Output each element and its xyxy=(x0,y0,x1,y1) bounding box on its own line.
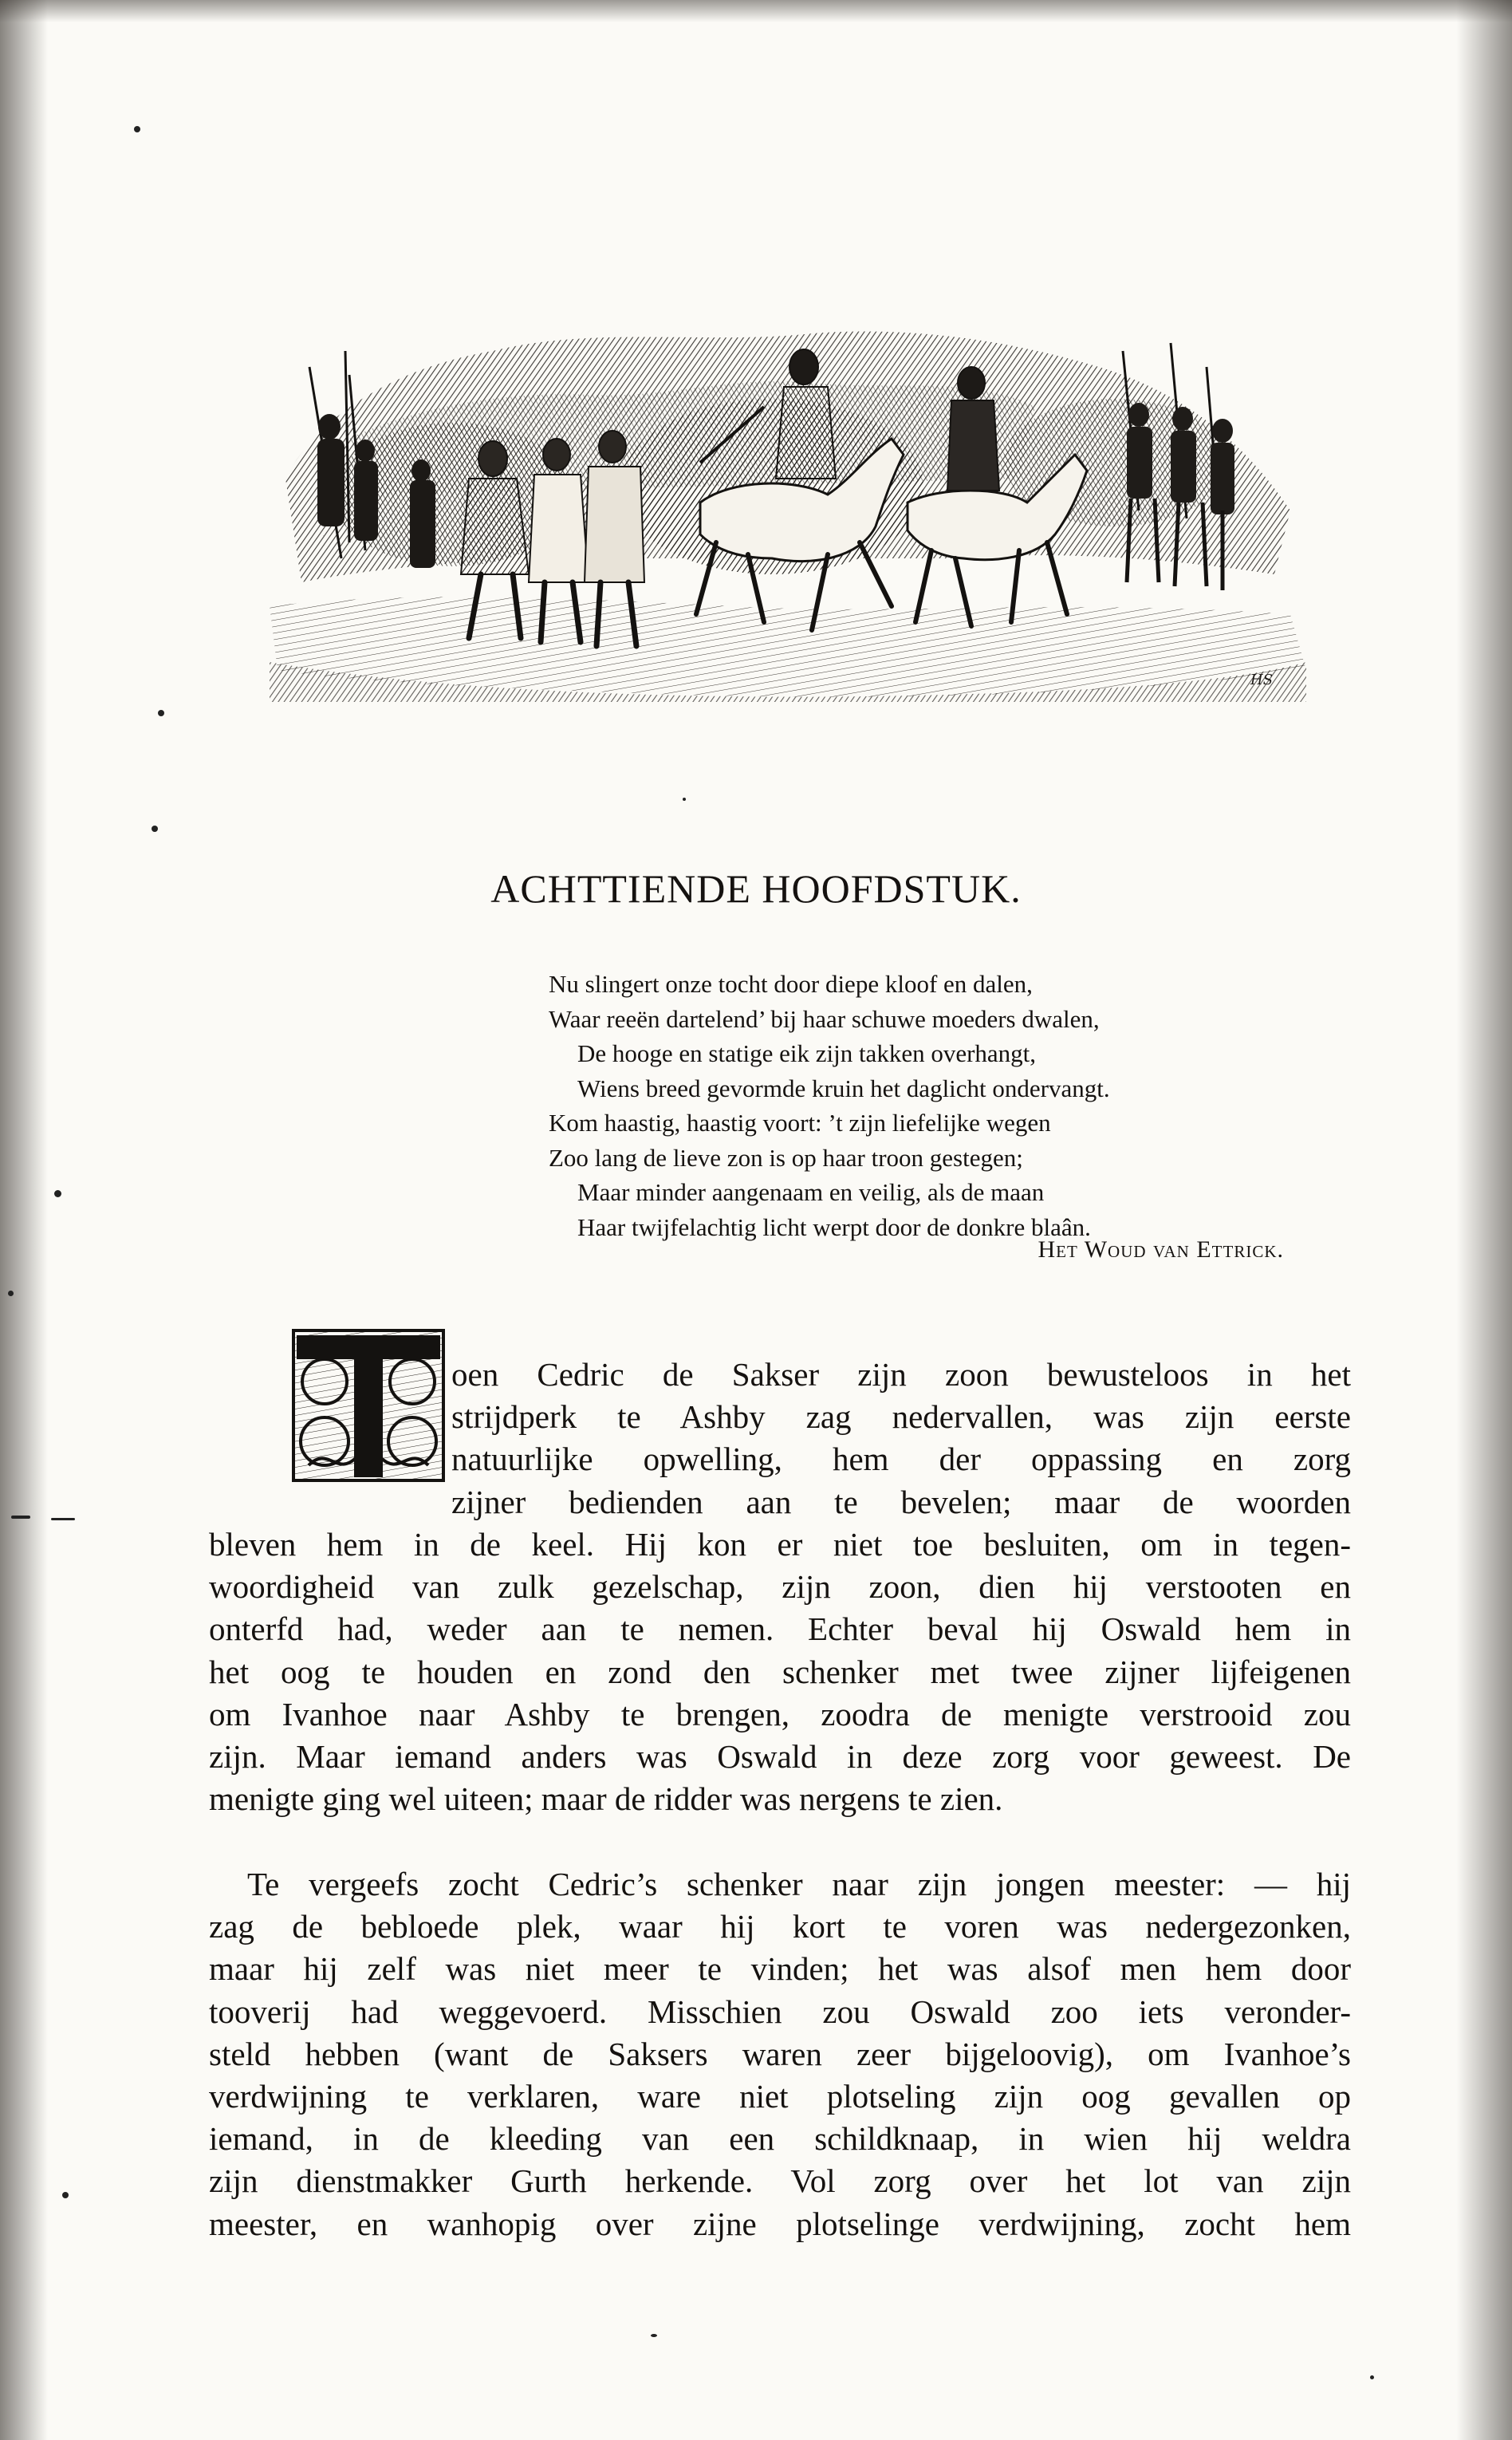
paragraph-2 xyxy=(209,1863,1351,2245)
text-line: bleven hem in de keel. Hij kon er niet toe besluiten, om in tegen- xyxy=(209,1526,1351,1563)
poem-line: Nu slingert onze tocht door diepe kloof en dalen, xyxy=(549,970,1033,998)
text-line: zijn. Maar iemand anders was Oswald in deze zorg voor geweest. De xyxy=(209,1738,1351,1776)
ink-speck xyxy=(51,1518,75,1520)
poem-line: Haar twijfelachtig licht werpt door de donkre blaân. xyxy=(577,1212,1091,1241)
scan-edge-left xyxy=(0,0,48,2440)
text-line: het oog te houden en zond den schenker met twee zijner lijfeigenen xyxy=(209,1653,1351,1690)
scan-edge-right xyxy=(1456,0,1512,2440)
ink-speck xyxy=(683,798,686,801)
text-line: tooverij had weggevoerd. Misschien zou Oswald zoo iets veronder- xyxy=(209,1993,1351,2030)
poem-line: Waar reeën dartelend’ bij haar schuwe moeders dwalen, xyxy=(549,1004,1100,1033)
poem-line: Zoo lang de lieve zon is op haar troon gestegen; xyxy=(549,1143,1023,1172)
text-line: steld hebben (want de Saksers waren zeer bijgeloovig), om Ivanhoe’s xyxy=(209,2035,1351,2072)
paragraph-1-continuation xyxy=(209,1524,1351,1820)
text-line: woordigheid van zulk gezelschap, zijn zoon, dien hij verstooten en xyxy=(209,1568,1351,1606)
text-line: zijner bedienden aan te bevelen; maar de woorden xyxy=(451,1483,1351,1520)
poem-line: Kom haastig, haastig voort: ’t zijn liefelijke wegen xyxy=(549,1109,1051,1137)
paragraph-1-opening xyxy=(451,1354,1351,1524)
text-line: maar hij zelf was niet meer te vinden; het was alsof men hem door xyxy=(209,1950,1351,1988)
epigraph-attribution: Het Woud van Ettrick. xyxy=(1038,1236,1284,1263)
ink-speck xyxy=(651,2334,657,2337)
text-line: verdwijning te verklaren, ware niet plotseling zijn oog gevallen op xyxy=(209,2078,1351,2115)
ink-speck xyxy=(11,1516,30,1519)
text-line: iemand, in de kleeding van een schildknaap, in wien hij weldra xyxy=(209,2120,1351,2158)
ink-speck xyxy=(8,1291,14,1296)
poem-line: Wiens breed gevormde kruin het daglicht ondervangt. xyxy=(577,1074,1110,1102)
text-line: Te vergeefs zocht Cedric’s schenker naar zijn jongen meester: — hij xyxy=(247,1866,1351,1902)
text-line: zijn dienstmakker Gurth herkende. Vol zorg over het lot van zijn xyxy=(209,2162,1351,2200)
illustrator-signature: HS xyxy=(1250,672,1274,688)
text-line: onterfd had, weder aan te nemen. Echter beval hij Oswald hem in xyxy=(209,1610,1351,1648)
ink-speck xyxy=(62,2192,69,2198)
text-line: zag de bebloede plek, waar hij kort te voren was nedergezonken, xyxy=(209,1908,1351,1945)
text-line: om Ivanhoe naar Ashby te brengen, zoodra de menigte verstrooid zou xyxy=(209,1695,1351,1732)
epigraph-poem xyxy=(549,967,1330,1244)
ink-speck xyxy=(152,826,158,832)
ink-speck xyxy=(134,126,140,132)
text-line: natuurlijke opwelling, hem der oppassing en zorg xyxy=(451,1441,1351,1478)
poem-line: De hooge en statige eik zijn takken overhangt, xyxy=(577,1039,1037,1067)
text-line: strijdperk te Ashby zag nedervallen, was zijn eerste xyxy=(451,1398,1351,1436)
text-line: oen Cedric de Sakser zijn zoon bewusteloos in het xyxy=(451,1356,1351,1393)
poem-line: Maar minder aangenaam en veilig, als de maan xyxy=(577,1178,1045,1206)
dropcap-letter: T xyxy=(368,1353,369,1354)
scan-edge-top xyxy=(0,0,1512,22)
ink-speck xyxy=(1370,2375,1374,2379)
chapter-title: ACHTTIENDE HOOFDSTUK. xyxy=(490,866,1022,911)
text-line: meester, en wanhopig over zijne plotselinge verdwijning, zocht hem xyxy=(209,2205,1351,2242)
knights-procession-illustration xyxy=(254,319,1314,702)
text-line: menigte ging wel uiteen; maar de ridder was nergens te zien. xyxy=(209,1780,1003,1818)
ornamental-dropcap xyxy=(289,1326,448,1485)
ink-speck xyxy=(54,1190,61,1197)
ink-speck xyxy=(158,710,164,716)
